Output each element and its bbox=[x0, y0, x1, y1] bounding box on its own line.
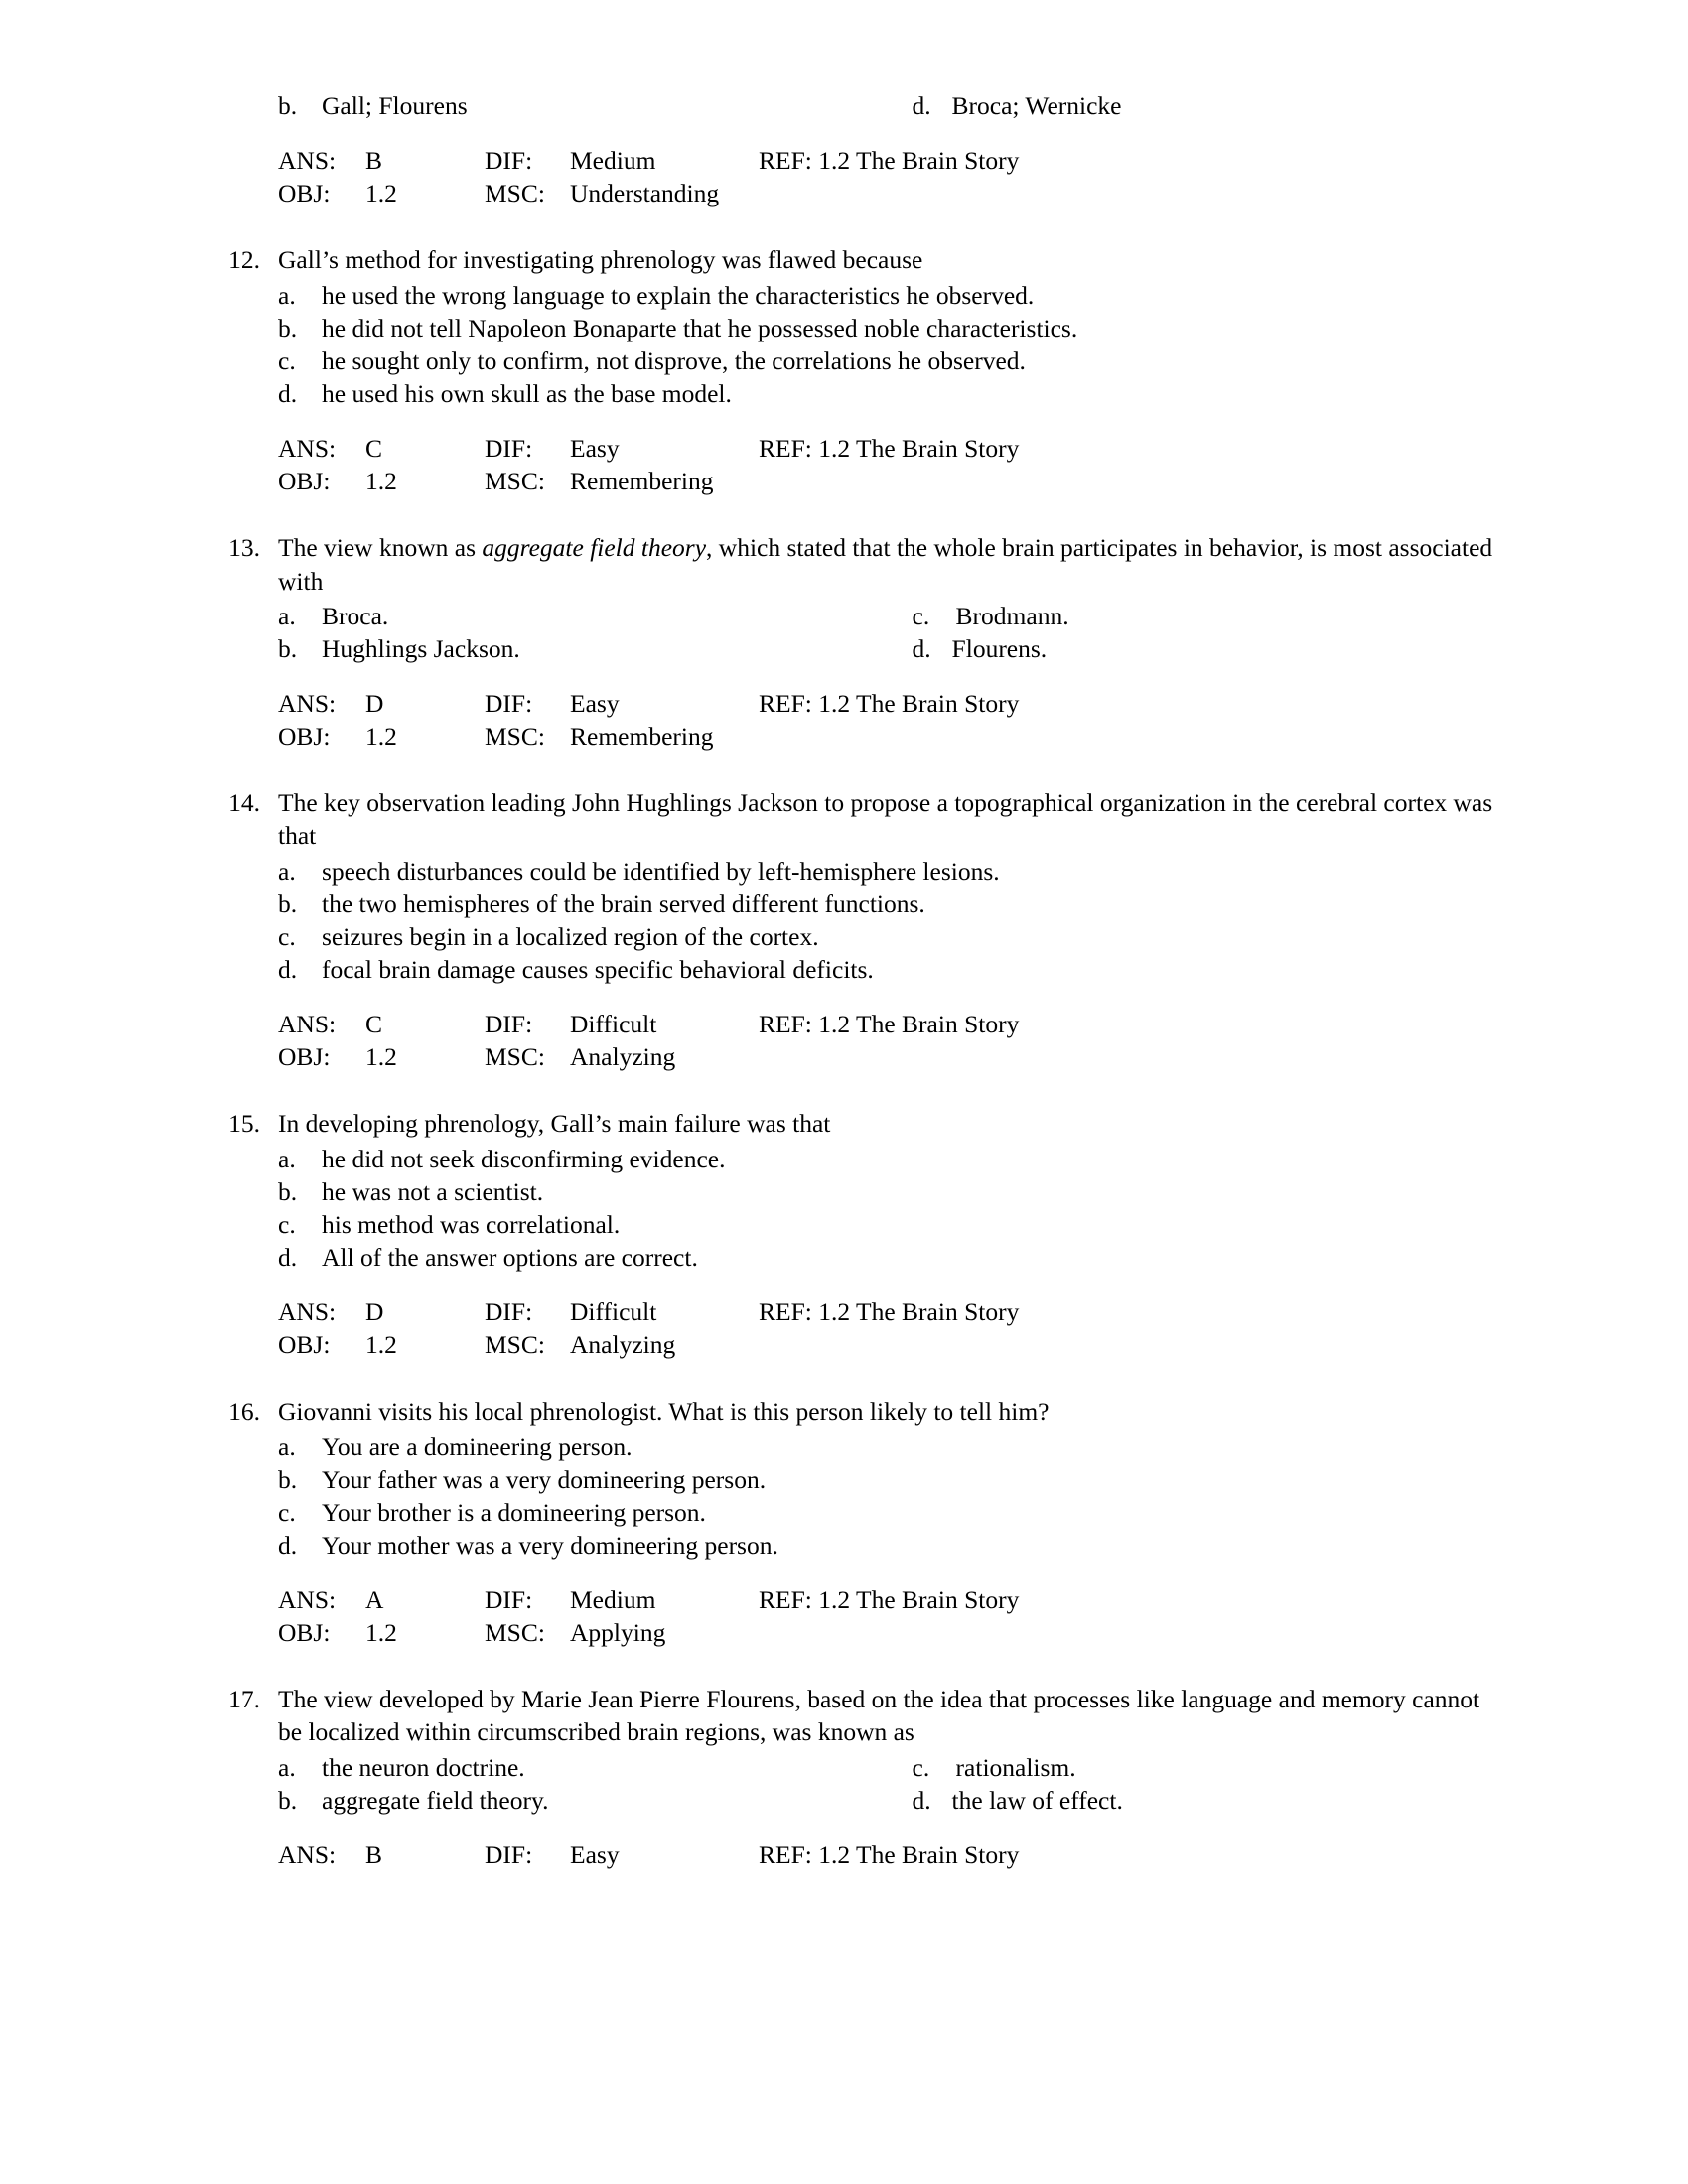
answer-block bbox=[216, 1296, 1497, 1361]
msc-label: MSC: bbox=[485, 467, 545, 496]
option-letter: b. bbox=[278, 1176, 298, 1206]
option-text: he did not tell Napoleon Bonaparte that he possessed noble characteristics. bbox=[322, 313, 1078, 342]
option-item bbox=[278, 1529, 1497, 1562]
answer-line-secondary bbox=[278, 177, 1497, 209]
question-stem-row bbox=[216, 1683, 1497, 1748]
ans-label: ANS: bbox=[278, 688, 337, 718]
option-item bbox=[913, 1751, 1522, 1784]
option-letter: a. bbox=[278, 601, 296, 630]
option-letter: d. bbox=[912, 91, 931, 120]
obj-label: OBJ: bbox=[278, 1330, 331, 1360]
dif-label: DIF: bbox=[485, 1840, 533, 1869]
question-stem-row bbox=[216, 1395, 1497, 1428]
answer-line-primary bbox=[278, 1583, 1497, 1616]
ans-value: D bbox=[365, 1297, 384, 1327]
option-letter: d. bbox=[278, 1530, 298, 1560]
msc-label: MSC: bbox=[485, 1330, 545, 1360]
option-list bbox=[216, 1143, 1497, 1275]
stem-post: , which stated that the whole brain participates in behavior, is most associated with bbox=[278, 533, 1493, 596]
option-item bbox=[278, 89, 913, 122]
answer-line-secondary bbox=[278, 1040, 1497, 1073]
option-letter: c. bbox=[278, 1209, 296, 1239]
obj-value: 1.2 bbox=[365, 467, 397, 496]
question-number: 15. bbox=[228, 1109, 260, 1139]
option-item bbox=[278, 953, 1497, 986]
ref-line bbox=[759, 1583, 1497, 1616]
ref-line bbox=[759, 687, 1497, 720]
ref-value: 1.2 The Brain Story bbox=[818, 1585, 1020, 1615]
option-text: Flourens. bbox=[951, 633, 1048, 663]
ref-label: REF: bbox=[759, 434, 812, 464]
dif-value: Medium bbox=[570, 1585, 656, 1615]
option-letter: d. bbox=[912, 633, 931, 663]
msc-value: Remembering bbox=[570, 467, 714, 496]
obj-value: 1.2 bbox=[365, 179, 397, 208]
answer-block bbox=[216, 432, 1497, 497]
option-text: rationalism. bbox=[955, 1752, 1076, 1782]
dif-label: DIF: bbox=[485, 146, 533, 176]
option-list bbox=[216, 89, 1497, 122]
option-text: his method was correlational. bbox=[322, 1209, 621, 1239]
option-row-pair bbox=[278, 1784, 1497, 1817]
ref-value: 1.2 The Brain Story bbox=[818, 688, 1020, 718]
option-item bbox=[278, 1431, 1497, 1463]
dif-value: Easy bbox=[570, 434, 620, 464]
question-stem: In developing phrenology, Gall’s main failure was that bbox=[278, 1109, 831, 1139]
dif-label: DIF: bbox=[485, 688, 533, 718]
stem-pre: The view known as bbox=[278, 533, 483, 563]
msc-label: MSC: bbox=[485, 1618, 545, 1648]
option-letter: b. bbox=[278, 313, 298, 342]
dif-value: Difficult bbox=[570, 1010, 657, 1039]
ref-line bbox=[759, 432, 1497, 465]
ref-line bbox=[759, 1839, 1497, 1871]
option-letter: a. bbox=[278, 280, 296, 310]
option-item bbox=[913, 89, 1522, 122]
question-12 bbox=[216, 243, 1497, 497]
ref-value: 1.2 The Brain Story bbox=[818, 434, 1020, 464]
option-item bbox=[913, 600, 1522, 632]
option-text: Broca; Wernicke bbox=[951, 91, 1122, 120]
ref-value: 1.2 The Brain Story bbox=[818, 1840, 1020, 1869]
msc-value: Analyzing bbox=[570, 1330, 676, 1360]
obj-label: OBJ: bbox=[278, 467, 331, 496]
answer-line-secondary bbox=[278, 720, 1497, 752]
msc-value: Understanding bbox=[570, 179, 720, 208]
msc-label: MSC: bbox=[485, 1042, 545, 1072]
option-text: Hughlings Jackson. bbox=[322, 633, 520, 663]
option-letter: b. bbox=[278, 1785, 298, 1815]
dif-value: Easy bbox=[570, 688, 620, 718]
option-text: focal brain damage causes specific behavioral deficits. bbox=[322, 954, 874, 984]
ans-label: ANS: bbox=[278, 1297, 337, 1327]
option-letter: b. bbox=[278, 888, 298, 918]
option-item bbox=[278, 377, 1497, 410]
ans-label: ANS: bbox=[278, 434, 337, 464]
option-list bbox=[216, 600, 1497, 665]
ref-value: 1.2 The Brain Story bbox=[818, 1010, 1020, 1039]
obj-label: OBJ: bbox=[278, 722, 331, 751]
option-text: Gall; Flourens bbox=[322, 91, 468, 120]
ref-label: REF: bbox=[759, 1840, 812, 1869]
msc-value: Applying bbox=[570, 1618, 666, 1648]
answer-line-secondary bbox=[278, 465, 1497, 497]
answer-line-primary bbox=[278, 144, 1497, 177]
option-item bbox=[278, 632, 913, 665]
option-item bbox=[278, 1784, 913, 1817]
dif-value: Easy bbox=[570, 1840, 620, 1869]
answer-line-primary bbox=[278, 1839, 1497, 1871]
question-stem: The key observation leading John Hughlings Jackson to propose a topographical organization in the cerebral cortex was that bbox=[278, 788, 1493, 851]
option-row-pair bbox=[278, 89, 1497, 122]
msc-value: Analyzing bbox=[570, 1042, 676, 1072]
question-17 bbox=[216, 1683, 1497, 1871]
ref-label: REF: bbox=[759, 146, 812, 176]
answer-line-primary bbox=[278, 1008, 1497, 1040]
option-letter: a. bbox=[278, 1752, 296, 1782]
answer-line-secondary bbox=[278, 1616, 1497, 1649]
answer-block bbox=[216, 1008, 1497, 1073]
ref-value: 1.2 The Brain Story bbox=[818, 146, 1020, 176]
ref-label: REF: bbox=[759, 1010, 812, 1039]
question-stem-row bbox=[216, 786, 1497, 852]
dif-label: DIF: bbox=[485, 434, 533, 464]
answer-block bbox=[216, 144, 1497, 209]
option-item bbox=[278, 1463, 1497, 1496]
option-item bbox=[278, 312, 1497, 344]
document-content bbox=[216, 87, 1497, 1871]
option-letter: c. bbox=[912, 1752, 930, 1782]
msc-label: MSC: bbox=[485, 722, 545, 751]
question-stem-row bbox=[216, 1107, 1497, 1140]
ans-value: C bbox=[365, 434, 383, 464]
option-letter: c. bbox=[912, 601, 930, 630]
obj-label: OBJ: bbox=[278, 1042, 331, 1072]
answer-block bbox=[216, 1839, 1497, 1871]
option-item bbox=[278, 600, 913, 632]
option-item bbox=[278, 1496, 1497, 1529]
ans-value: A bbox=[365, 1585, 384, 1615]
question-stem: The view developed by Marie Jean Pierre Flourens, based on the idea that processes like language and memory cannot be localized within circumscribed brain regions, was known as bbox=[278, 1685, 1480, 1747]
ref-line bbox=[759, 1008, 1497, 1040]
option-letter: c. bbox=[278, 1497, 296, 1527]
question-15 bbox=[216, 1107, 1497, 1361]
ans-value: D bbox=[365, 688, 384, 718]
option-item bbox=[278, 855, 1497, 887]
option-row-pair bbox=[278, 600, 1497, 632]
obj-label: OBJ: bbox=[278, 179, 331, 208]
obj-value: 1.2 bbox=[365, 1618, 397, 1648]
option-list bbox=[216, 279, 1497, 411]
option-letter: a. bbox=[278, 856, 296, 886]
question-14 bbox=[216, 786, 1497, 1073]
option-item bbox=[278, 1175, 1497, 1208]
ans-label: ANS: bbox=[278, 1585, 337, 1615]
option-item bbox=[278, 1208, 1497, 1241]
question-stem: Gall’s method for investigating phrenology was flawed because bbox=[278, 245, 923, 275]
answer-line-primary bbox=[278, 1296, 1497, 1328]
question-number: 17. bbox=[228, 1685, 260, 1714]
option-text: Your brother is a domineering person. bbox=[322, 1497, 706, 1527]
question-stem-row bbox=[216, 243, 1497, 276]
ref-line bbox=[759, 1296, 1497, 1328]
option-letter: b. bbox=[278, 633, 298, 663]
ref-label: REF: bbox=[759, 688, 812, 718]
dif-label: DIF: bbox=[485, 1585, 533, 1615]
ans-value: B bbox=[365, 1840, 383, 1869]
ref-label: REF: bbox=[759, 1297, 812, 1327]
option-letter: d. bbox=[278, 1242, 298, 1272]
option-item bbox=[278, 1241, 1497, 1274]
option-item bbox=[278, 279, 1497, 312]
option-text: he used his own skull as the base model. bbox=[322, 378, 732, 408]
option-text: he used the wrong language to explain the characteristics he observed. bbox=[322, 280, 1035, 310]
option-text: he sought only to confirm, not disprove, the correlations he observed. bbox=[322, 345, 1026, 375]
option-item bbox=[278, 1143, 1497, 1175]
ans-label: ANS: bbox=[278, 146, 337, 176]
option-text: he did not seek disconfirming evidence. bbox=[322, 1144, 726, 1173]
option-item bbox=[278, 920, 1497, 953]
option-letter: b. bbox=[278, 1464, 298, 1494]
option-row-pair bbox=[278, 632, 1497, 665]
option-text: Your mother was a very domineering person. bbox=[322, 1530, 778, 1560]
option-row-pair bbox=[278, 1751, 1497, 1784]
question-number: 14. bbox=[228, 788, 260, 818]
ref-value: 1.2 The Brain Story bbox=[818, 1297, 1020, 1327]
option-text: aggregate field theory. bbox=[322, 1785, 549, 1815]
ans-label: ANS: bbox=[278, 1010, 337, 1039]
option-text: You are a domineering person. bbox=[322, 1432, 633, 1461]
msc-label: MSC: bbox=[485, 179, 545, 208]
question-13 bbox=[216, 531, 1497, 752]
option-text: seizures begin in a localized region of the cortex. bbox=[322, 921, 819, 951]
dif-value: Medium bbox=[570, 146, 656, 176]
option-letter: b. bbox=[278, 91, 298, 120]
option-letter: d. bbox=[912, 1785, 931, 1815]
question-stem bbox=[278, 531, 1497, 597]
option-text: speech disturbances could be identified by left-hemisphere lesions. bbox=[322, 856, 1000, 886]
option-item bbox=[913, 1784, 1522, 1817]
option-text: Brodmann. bbox=[955, 601, 1069, 630]
answer-line-primary bbox=[278, 432, 1497, 465]
option-list bbox=[216, 1751, 1497, 1817]
option-item bbox=[913, 632, 1522, 665]
ans-label: ANS: bbox=[278, 1840, 337, 1869]
question-stem: Giovanni visits his local phrenologist. What is this person likely to tell him? bbox=[278, 1397, 1050, 1427]
option-text: Your father was a very domineering person. bbox=[322, 1464, 767, 1494]
option-letter: d. bbox=[278, 378, 298, 408]
option-letter: a. bbox=[278, 1144, 296, 1173]
dif-value: Difficult bbox=[570, 1297, 657, 1327]
option-item bbox=[278, 887, 1497, 920]
option-text: he was not a scientist. bbox=[322, 1176, 544, 1206]
option-list bbox=[216, 855, 1497, 987]
option-text: Broca. bbox=[322, 601, 389, 630]
option-list bbox=[216, 1431, 1497, 1563]
option-item bbox=[278, 1751, 913, 1784]
obj-value: 1.2 bbox=[365, 722, 397, 751]
option-text: the law of effect. bbox=[951, 1785, 1123, 1815]
answer-line-secondary bbox=[278, 1328, 1497, 1361]
dif-label: DIF: bbox=[485, 1297, 533, 1327]
answer-block bbox=[216, 1583, 1497, 1649]
obj-label: OBJ: bbox=[278, 1618, 331, 1648]
question-number: 12. bbox=[228, 245, 260, 275]
stem-italic-term: aggregate field theory bbox=[482, 533, 707, 563]
option-text: the two hemispheres of the brain served different functions. bbox=[322, 888, 925, 918]
option-text: All of the answer options are correct. bbox=[322, 1242, 698, 1272]
question-16 bbox=[216, 1395, 1497, 1649]
obj-value: 1.2 bbox=[365, 1042, 397, 1072]
option-text: the neuron doctrine. bbox=[322, 1752, 525, 1782]
option-letter: d. bbox=[278, 954, 298, 984]
dif-label: DIF: bbox=[485, 1010, 533, 1039]
ref-label: REF: bbox=[759, 1585, 812, 1615]
ref-line bbox=[759, 144, 1497, 177]
obj-value: 1.2 bbox=[365, 1330, 397, 1360]
question-stem-row bbox=[216, 531, 1497, 597]
option-letter: c. bbox=[278, 921, 296, 951]
answer-line-primary bbox=[278, 687, 1497, 720]
question-number: 16. bbox=[228, 1397, 260, 1427]
option-letter: c. bbox=[278, 345, 296, 375]
answer-block bbox=[216, 687, 1497, 752]
option-letter: a. bbox=[278, 1432, 296, 1461]
msc-value: Remembering bbox=[570, 722, 714, 751]
ans-value: B bbox=[365, 146, 383, 176]
option-item bbox=[278, 344, 1497, 377]
ans-value: C bbox=[365, 1010, 383, 1039]
question-fragment-top bbox=[216, 89, 1497, 209]
question-number: 13. bbox=[228, 533, 260, 563]
